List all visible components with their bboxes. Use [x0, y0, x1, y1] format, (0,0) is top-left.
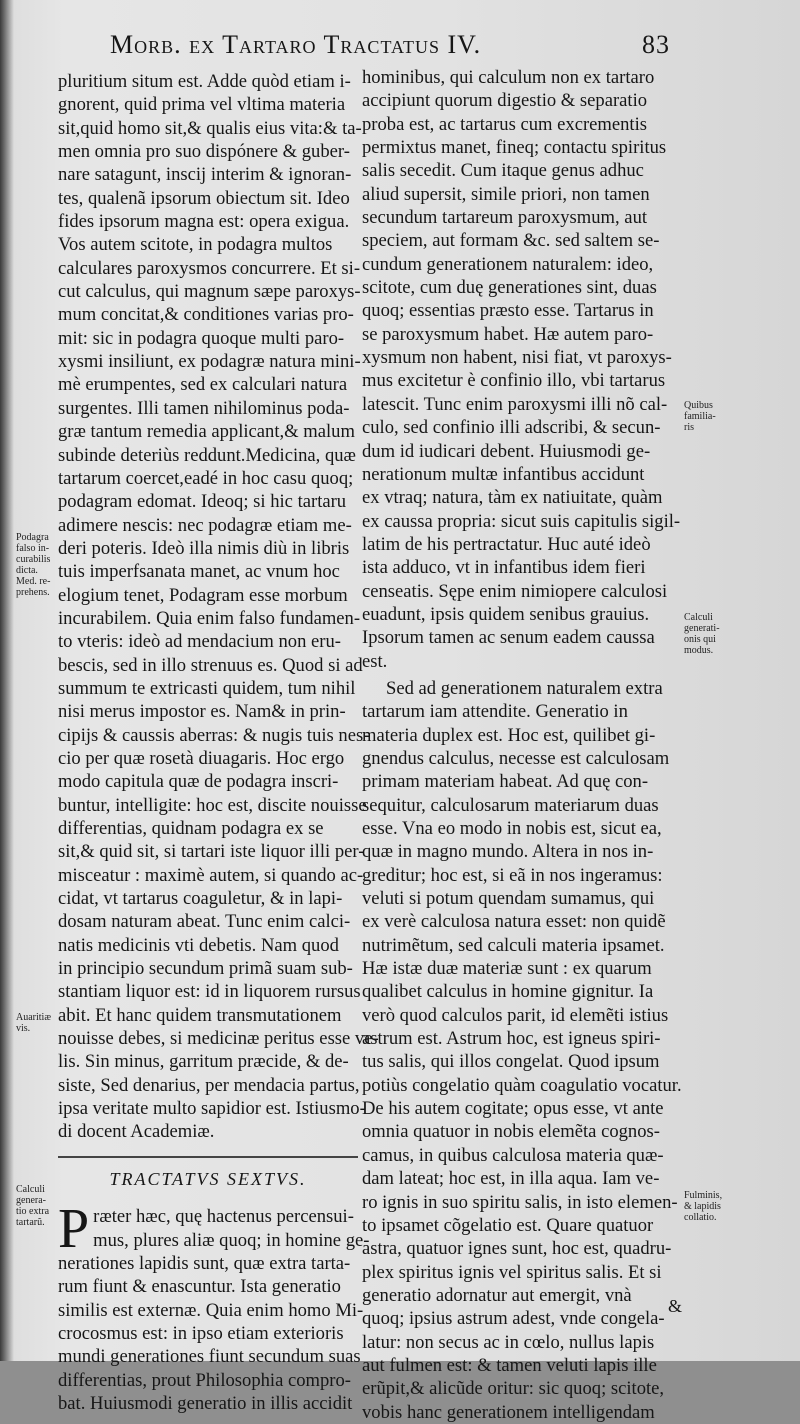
text-line: culo, sed confinio illi adscribi, & secun-	[362, 417, 661, 439]
text-line: cidat, vt tartarus coaguletur, & in lapi-	[58, 888, 343, 910]
text-line: camus, in quibus calculosa materia quæ-	[362, 1144, 664, 1166]
text-line: se paroxysmum habet. Hæ autem paro-	[362, 323, 654, 345]
text-line: differentias, quidnam podagra ex se	[58, 818, 324, 839]
text-line: vobis hanc generationem intelligendam	[362, 1401, 655, 1423]
margin-note-fulminis: Fulminis, & lapidis collatio.	[684, 1190, 723, 1223]
text-line: Sed ad generationem naturalem extra	[386, 677, 663, 699]
text-line: nare satagunt, inscij interim & ignoran-	[58, 164, 352, 186]
margin-note-quibus: Quibus familia- ris	[684, 400, 716, 433]
text-line: similis est externæ. Quia enim homo Mi-	[58, 1299, 364, 1321]
text-line: to vteris: ideò ad mendacium non eru-	[58, 631, 341, 653]
text-line: quoq; essentias præsto esse. Tartarus in	[362, 300, 654, 322]
margin-note-auaritia: Auaritiæ vis.	[16, 1012, 51, 1034]
text-line: primam materiam habeat. Ad quę con-	[362, 771, 649, 793]
text-line: salis secedit. Cum itaque genus adhuc	[362, 160, 644, 182]
text-line: modo capitula quæ de podagra inscri-	[58, 771, 339, 793]
text-line: cipijs & caussis aberras: & nugis tuis nes-	[58, 724, 370, 746]
text-line: latur: non secus ac in cœlo, nullus lapis	[362, 1331, 655, 1353]
text-line: stantiam liquor est: id in liquorem rursus	[58, 981, 361, 1003]
text-line: pluritium situm est. Adde quòd etiam i-	[58, 71, 351, 92]
text-line: De his autem cogitate; opus esse, vt ante	[362, 1098, 664, 1120]
text-line: censeatis. Sępe enim nimiopere calculosi	[362, 580, 668, 602]
text-line: xysmum non habent, nisi fiat, vt paroxys-	[362, 347, 672, 369]
text-line: cundum generationem naturalem: ideo,	[362, 253, 654, 275]
section-title: TRACTATVS SEXTVS.	[58, 1156, 358, 1191]
text-line: nutrimẽtum, sed calculi materia ipsamet.	[362, 934, 665, 956]
text-line: gnorent, quid prima vel vltima materia	[58, 94, 346, 116]
text-line: secundum tartareum paroxysmum, aut	[362, 207, 648, 229]
text-line: natis medicinis vti debetis. Nam quod	[58, 934, 339, 956]
page-header	[110, 30, 670, 66]
text-line: proba est, ac tartarus cum excrementis	[362, 113, 647, 135]
text-line: qualibet calculus in homine gignitur. Ia	[362, 981, 654, 1003]
text-line: elogium tenet, Podagram esse morbum	[58, 584, 348, 606]
margin-note-calculi-extra: Calculi genera- tio extra tartarũ.	[16, 1184, 50, 1228]
text-line: tartarum iam attendite. Generatio in	[362, 701, 628, 723]
gutter-shadow	[0, 0, 14, 1361]
text-line: adimere nescis: nec podagræ etiam me-	[58, 514, 352, 536]
text-line: di docent Academiæ.	[58, 1121, 215, 1143]
text-line: mus excitetur è confinio illo, vbi tartarus	[362, 370, 666, 392]
text-line: ex caussa propria: sicut suis capitulis sigil-	[362, 510, 681, 532]
text-line: tartarum coercet,eadé in hoc casu quoq;	[58, 467, 354, 489]
right-column	[362, 66, 680, 1424]
text-line: tus salis, qui illos congelat. Quod ipsum	[362, 1051, 660, 1073]
text-line: surgentes. Illi tamen nihilominus poda-	[58, 397, 350, 419]
text-line: verò quod calculos parit, id elemẽti istius	[362, 1004, 669, 1026]
text-line: nerationes lapidis sunt, quæ extra tarta-	[58, 1252, 351, 1274]
text-line: fides ipsorum magna est: opera exigua.	[58, 211, 350, 233]
text-line: misceatur : maximè autem, si quando ac-	[58, 864, 364, 886]
text-line: ro ignis in suo spiritu salis, in isto elemen-	[362, 1191, 678, 1213]
text-line: rum fiunt & enascuntur. Ista generatio	[58, 1276, 341, 1298]
text-line: astra, quatuor ignes sunt, hoc est, quadru-	[362, 1238, 672, 1260]
text-line: ræter hæc, quę hactenus percensui-	[93, 1206, 354, 1228]
text-line: mum concitat,& conditiones varias pro-	[58, 304, 354, 326]
text-line: scitote, cum duę generationes sint, duas	[362, 277, 657, 299]
text-line: Hæ istæ duæ materiæ sunt : ex quarum	[362, 958, 652, 980]
text-line: men omnia pro suo dispónere & guber-	[58, 141, 350, 163]
text-line: Vos autem scitote, in podagra multos	[58, 234, 333, 256]
text-line: accipiunt quorum digestio & separatio	[362, 90, 648, 112]
text-line: in principio secundum primã suam sub-	[58, 958, 353, 980]
text-line: permixtus manet, fineq; contactu spiritus	[362, 137, 667, 159]
text-line: deri poteris. Ideò illa nimis diù in libris	[58, 537, 350, 559]
text-line: summum te extricasti quidem, tum nihil	[58, 677, 356, 699]
text-line: esse. Vna eo modo in nobis est, sicut ea,	[362, 818, 662, 839]
text-line: tuis imperfsanata manet, ac vnum hoc	[58, 561, 340, 583]
text-line: bescis, sed in illo strenuus es. Quod si ad	[58, 654, 363, 676]
catchword: &	[667, 1296, 682, 1316]
text-line: nisi merus impostor es. Nam& in prin-	[58, 701, 346, 723]
text-line: nerationum multæ infantibus accidunt	[362, 463, 645, 485]
text-line: siste, Sed denarius, per mendacia partus,	[58, 1074, 360, 1096]
text-line: sequitur, calculosarum materiarum duas	[362, 794, 659, 816]
text-line: ex vtraq; natura, tàm ex natiuitate, quàm	[362, 487, 663, 509]
text-line: generatio adornatur aut emergit, vnà	[362, 1284, 632, 1306]
text-line: cio per quæ rosetà diuagaris. Hoc ergo	[58, 747, 345, 769]
text-line: calculares paroxysmos concurrere. Et si-	[58, 257, 361, 279]
text-line: euadunt, ipsis quidem senibus grauius.	[362, 603, 650, 625]
text-line: nouisse debes, si medicinæ peritus esse ve-	[58, 1028, 379, 1050]
section-body	[58, 1198, 370, 1415]
text-line: bat. Huiusmodi generatio in illis accidit	[58, 1392, 353, 1414]
text-line: erũpit,& alicũde oritur: sic quoq; scitote,	[362, 1378, 665, 1400]
text-line: plex spiritus ignis vel spiritus salis. Et si	[362, 1261, 662, 1283]
text-line: sit,quid homo sit,& qualis eius vita:& ta-	[58, 117, 362, 139]
drop-capital: P	[58, 1198, 90, 1261]
text-line: differentias, prout Philosophia compro-	[58, 1369, 351, 1391]
margin-note-calculi-modus: Calculi generati- onis qui modus.	[684, 612, 720, 656]
text-line: mè erumpentes, sed ex calculari natura	[58, 374, 348, 396]
text-line: quæ in magno mundo. Altera in nos in-	[362, 841, 654, 863]
text-line: xysmi insiliunt, ex podagræ natura mini-	[58, 351, 361, 373]
text-line: quoq; ipsius astrum adest, vnde congela-	[362, 1308, 665, 1330]
text-line: abit. Et hanc quidem transmutationem	[58, 1004, 342, 1026]
text-line: podagram edomat. Ideoq; si hic tartaru	[58, 491, 347, 513]
text-line: ex verè calculosa natura esset: non quidẽ	[362, 911, 666, 933]
text-line: cut calculus, qui magnum sæpe paroxys-	[58, 281, 361, 303]
text-line: ista adduco, vt in infantibus idem fieri	[362, 557, 646, 579]
text-line: materia duplex est. Hoc est, quilibet gi-	[362, 724, 656, 746]
text-line: latescit. Tunc enim paroxysmi illi nõ cal-	[362, 393, 668, 415]
left-column	[58, 70, 379, 1415]
text-line: incurabilem. Quia enim falso fundamen-	[58, 607, 361, 629]
text-line: astrum est. Astrum hoc, est igneus spiri-	[362, 1028, 661, 1050]
text-line: ipsa veritate multo sapidior est. Istiusmo-	[58, 1098, 366, 1120]
text-line: sit,& quid sit, si tartari iste liquor illi per-	[58, 841, 365, 863]
text-line: tes, qualenã ipsorum obiectum sit. Ideo	[58, 187, 350, 209]
text-line: dum id iudicari debent. Huiusmodi ge-	[362, 440, 651, 462]
text-line: mus, plures aliæ quoq; in homine ge-	[93, 1229, 370, 1251]
text-line: dam lateat; hoc est, in illa aqua. Iam ve-	[362, 1168, 660, 1190]
text-line: est.	[362, 650, 388, 672]
text-line: crocosmus est: in ipso etiam exterioris	[58, 1322, 344, 1344]
text-line: speciem, aut formam &c. sed saltem se-	[362, 230, 660, 252]
text-line: dosam naturam abeat. Tunc enim calci-	[58, 911, 351, 933]
text-line: græ tantum remedia applicant,& malum	[58, 421, 355, 443]
running-title: Morb. ex Tartaro Tractatus IV.	[110, 30, 482, 59]
text-line: aliud supersit, simile priori, non tamen	[362, 183, 650, 205]
text-line: hominibus, qui calculum non ex tartaro	[362, 67, 655, 88]
text-line: aut fulmen est: & tamen veluti lapis ille	[362, 1354, 657, 1376]
text-line: Ipsorum tamen ac senum eadem caussa	[362, 627, 655, 649]
text-line: buntur, intelligite: hoc est, discite nouisse	[58, 794, 367, 816]
text-line: mit: sic in podagra quoque multi paro-	[58, 327, 345, 349]
margin-note-podagra: Podagra falso in- curabilis dicta. Med. re- prehens.	[16, 532, 51, 598]
text-line: veluti si potum quendam sumamus, qui	[362, 888, 655, 910]
text-line: gnendus calculus, necesse est calculosam	[362, 747, 670, 769]
text-line: mundi generationes fiunt secundum suas	[58, 1346, 361, 1368]
page-number: 83	[642, 30, 670, 59]
text-line: subinde deteriùs reddunt.Medicina, quæ	[58, 444, 356, 466]
text-line: greditur; hoc est, si eã in nos ingeramus:	[362, 864, 663, 886]
text-line: to ipsamet cõgelatio est. Quare quatuor	[362, 1214, 654, 1236]
text-line: omnia quatuor in nobis elemẽta cognos-	[362, 1121, 660, 1143]
text-line: potiùs congelatio quàm coagulatio vocatur.	[362, 1074, 682, 1096]
text-line: lis. Sin minus, garritum præcide, & de-	[58, 1051, 349, 1073]
text-line: latim de his pertractatur. Huc auté ideò	[362, 533, 651, 555]
